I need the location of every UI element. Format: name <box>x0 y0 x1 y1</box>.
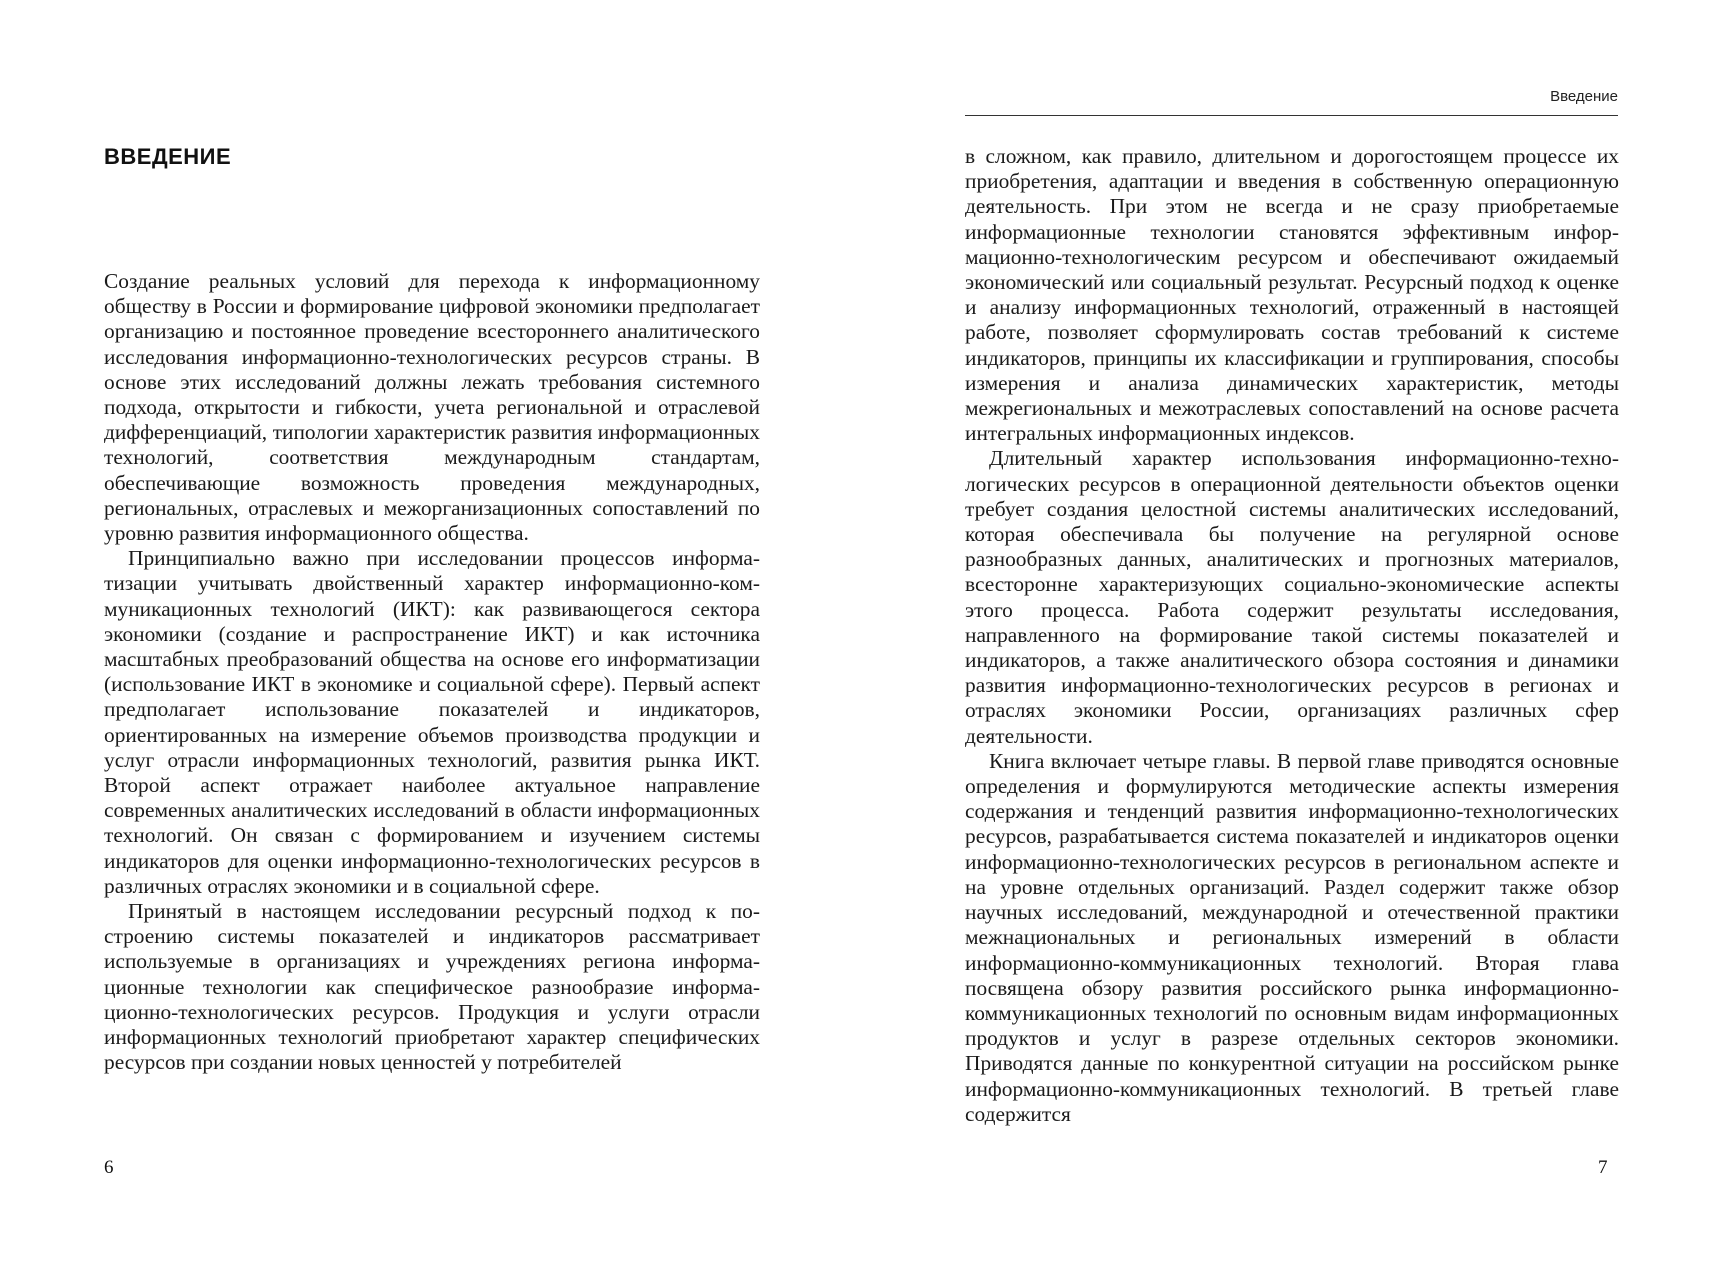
paragraph: Принципиально важно при исследовании процессов информатизации учитывать двойственный характер информационно-коммуникационных технологий (ИКТ): как развивающегося сектора экономики (создание и распространение ИКТ) и как источника масштабных преобразований общества на основе его информатизации (использование ИКТ в экономике и социальной сфере). Первый аспект предполагает использование показателей и индикаторов, ориентированных на измерение объемов производства продукции и услуг отрасли информационных технологий, развития рынка ИКТ. Второй аспект отражает наиболее актуальное направление современных аналитических исследований в области информационных технологий. Он связан с формированием и изучением системы индикаторов для оценки информационно-технологических ресурсов в различных отраслях экономики и в социальной сфере. <box>104 546 760 898</box>
page-number: 6 <box>104 1157 114 1178</box>
paragraph: в сложном, как правило, длительном и дорогостоящем процессе их приобретения, адаптации и введения в собственную операционную деятельность. При этом не всегда и не сразу приобретаемые информационные технологии становятся эффективным информационно-технологическим ресурсом и обеспечивают ожидаемый экономический или социальный результат. Ресурсный подход к оценке и анализу информационных технологий, отраженный в настоящей работе, позволяет сформулировать состав требований к системе индикаторов, принципы их классификации и группирования, способы измерения и анализа динамических характеристик, методы межрегиональных и межотраслевых сопоставлений на основе расчета интегральных информационных индексов. <box>965 144 1619 446</box>
right-page-body <box>965 144 1619 1127</box>
page-number: 7 <box>1598 1157 1608 1178</box>
right-page <box>857 0 1713 1270</box>
paragraph: Длительный характер использования информационно-технологических ресурсов в операционной деятельности объектов оценки требует создания целостной системы аналитических исследований, которая обеспечивала бы получение на регулярной основе разнообразных данных, аналитических и прогнозных материалов, всесторонне характеризующих социально-экономические аспекты этого процесса. Работа содержит результаты исследования, направленного на формирование такой системы показателей и индикаторов, а также аналитического обзора состояния и динамики развития информационно-технологических ресурсов в регионах и отраслях экономики России, организациях различных сфер деятельности. <box>965 446 1619 748</box>
paragraph: Создание реальных условий для перехода к информационному обществу в России и формирование цифровой экономики предполагает организацию и постоянное проведение всестороннего аналитического исследования информационно-технологических ресурсов страны. В основе этих исследований должны лежать требования системного подхода, открытости и гибкости, учета региональной и отраслевой дифференциаций, типологии характеристик развития информационных технологий, соответствия международным стандартам, обеспечивающие возможность проведения международных, региональных, отраслевых и межорганизационных сопоставлений по уровню развития информационного общества. <box>104 269 760 546</box>
paragraph: Принятый в настоящем исследовании ресурсный подход к построению системы показателей и индикаторов рассматривает используемые в организациях и учреждениях региона информационные технологии как специфическое разнообразие информационно-технологических ресурсов. Продукция и услуги отрасли информационных технологий приобретают характер специфических ресурсов при создании новых ценностей у потребителей <box>104 899 760 1075</box>
running-head: Введение <box>965 88 1618 116</box>
paragraph: Книга включает четыре главы. В первой главе приводятся основные определения и формулируются методические аспекты измерения содержания и тенденций развития информационно-технологических ресурсов, разрабатывается система показателей и индикаторов оценки информационно-технологических ресурсов в региональном аспекте и на уровне отдельных организаций. Раздел содержит также обзор научных исследований, международной и отечественной практики межнациональных и региональных измерений в области информационно-коммуникационных технологий. Вторая глава посвящена обзору развития российского рынка информационно-коммуникационных технологий по основным видам информационных продуктов и услуг в разрезе отдельных секторов экономики. Приводятся данные по конкурентной ситуации на российском рынке информационно-коммуникационных технологий. В третьей главе содержится <box>965 748 1619 1126</box>
chapter-title: ВВЕДЕНИЕ <box>104 144 232 169</box>
left-page <box>0 0 856 1270</box>
left-page-body <box>104 269 760 1076</box>
